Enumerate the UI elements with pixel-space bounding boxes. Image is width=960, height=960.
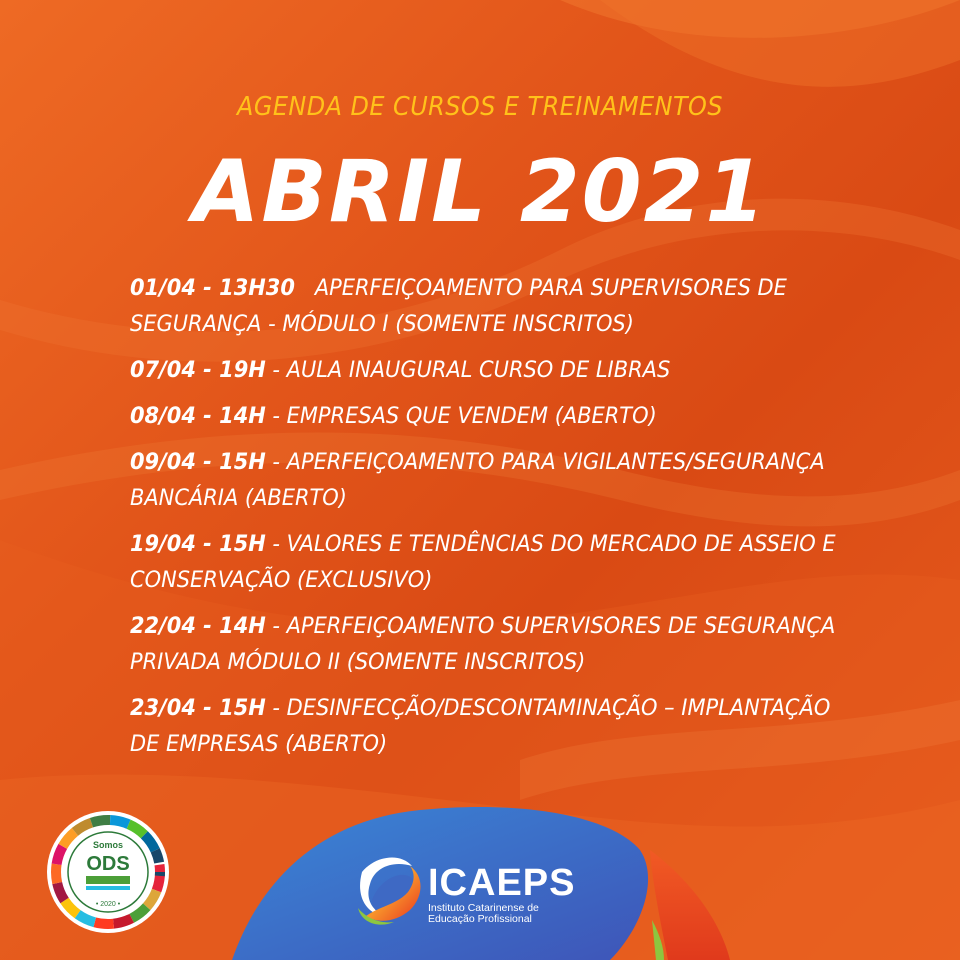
event-datetime: 08/04 - 14H	[130, 403, 266, 429]
event-datetime: 01/04 - 13H30	[130, 275, 295, 301]
event-description: APERFEIÇOAMENTO SUPERVISORES DE SEGURANÇA PRIVADA MÓDULO II (SOMENTE INSCRITOS)	[130, 613, 836, 675]
event-description: VALORES E TENDÊNCIAS DO MERCADO DE ASSEIO E CONSERVAÇÃO (EXCLUSIVO)	[130, 531, 836, 593]
event-separator: -	[265, 403, 287, 429]
badge-line2: ODS	[86, 853, 130, 875]
event-datetime: 23/04 - 15H	[130, 695, 266, 721]
brand-tagline-line2: Educação Profissional	[428, 913, 532, 925]
event-description: APERFEIÇOAMENTO PARA VIGILANTES/SEGURANÇA BANCÁRIA (ABERTO)	[130, 449, 825, 511]
event-datetime: 07/04 - 19H	[130, 357, 266, 383]
brand-tagline-line1: Instituto Catarinense de	[428, 902, 539, 914]
brand-name: ICAEPS	[428, 862, 576, 904]
event-datetime: 09/04 - 15H	[130, 449, 266, 475]
event-separator: -	[265, 695, 287, 721]
event-description: DESINFECÇÃO/DESCONTAMINAÇÃO – IMPLANTAÇÃO DE EMPRESAS (ABERTO)	[130, 695, 831, 757]
event-description: EMPRESAS QUE VENDEM (ABERTO)	[286, 403, 657, 429]
page-title: ABRIL 2021	[192, 142, 768, 242]
event-datetime: 22/04 - 14H	[130, 613, 266, 639]
event-description: APERFEIÇOAMENTO PARA SUPERVISORES DE SEGURANÇA - MÓDULO I (SOMENTE INSCRITOS)	[130, 275, 787, 337]
event-description: AULA INAUGURAL CURSO DE LIBRAS	[286, 357, 671, 383]
page-subtitle: AGENDA DE CURSOS E TREINAMENTOS	[237, 92, 723, 122]
event-datetime: 19/04 - 15H	[130, 531, 266, 557]
event-separator: -	[265, 357, 287, 383]
brand-tagline	[428, 903, 558, 925]
event-separator: -	[265, 531, 287, 557]
event-separator: -	[265, 613, 287, 639]
badge-line1: Somos	[92, 840, 124, 850]
badge-year: • 2020 •	[95, 901, 121, 908]
event-separator: -	[265, 449, 287, 475]
